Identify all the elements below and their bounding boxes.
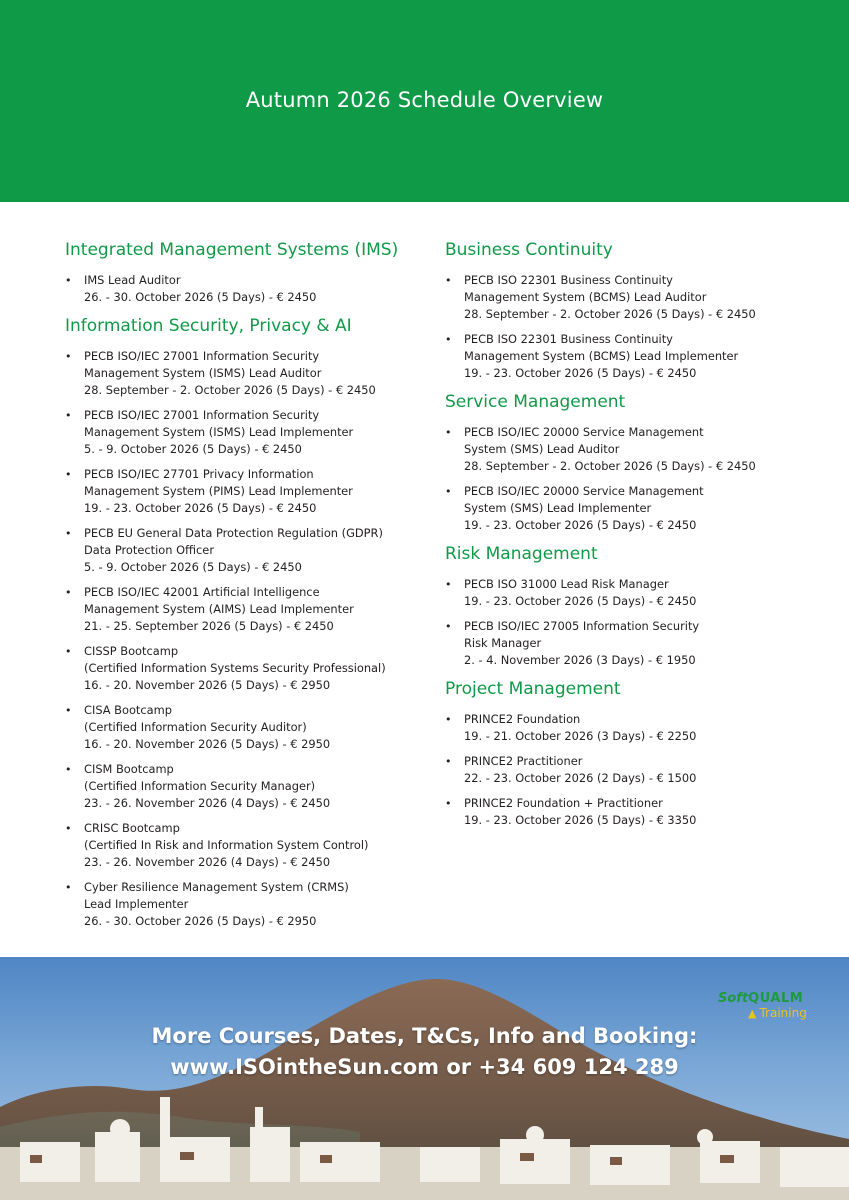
course-name-line: PECB ISO 22301 Business Continuity: [464, 332, 673, 346]
course-date-price: 21. - 25. September 2026 (5 Days) - € 2450: [84, 619, 334, 633]
course-name-line: PECB ISO/IEC 42001 Artificial Intelligence: [84, 585, 320, 599]
course-item: [65, 348, 425, 399]
logo-training-line: [748, 1006, 828, 1020]
course-date-price: 19. - 23. October 2026 (5 Days) - € 2450: [464, 594, 697, 608]
course-name-line: Cyber Resilience Management System (CRMS): [84, 880, 349, 894]
course-list: [65, 348, 425, 930]
course-item: [445, 711, 825, 745]
course-date-price: 19. - 23. October 2026 (5 Days) - € 2450: [464, 366, 697, 380]
course-date-price: 2. - 4. November 2026 (3 Days) - € 1950: [464, 653, 696, 667]
course-date-price: 28. September - 2. October 2026 (5 Days) - € 2450: [84, 383, 376, 397]
course-date-price: 19. - 23. October 2026 (5 Days) - € 2450: [84, 501, 317, 515]
course-item: [445, 424, 825, 475]
course-name-line: System (SMS) Lead Implementer: [464, 501, 652, 515]
bullet-icon: •: [65, 468, 72, 481]
section-title: Business Continuity: [445, 240, 613, 260]
course-name-line: CISM Bootcamp: [84, 762, 174, 776]
course-date-price: 19. - 21. October 2026 (3 Days) - € 2250: [464, 729, 697, 743]
bullet-icon: •: [65, 409, 72, 422]
course-name-line: PECB ISO/IEC 27001 Information Security: [84, 349, 320, 363]
course-name-line: PECB ISO/IEC 20000 Service Management: [464, 425, 704, 439]
bullet-icon: •: [445, 713, 452, 726]
course-section: [445, 238, 825, 382]
course-name-line: CISSP Bootcamp: [84, 644, 179, 658]
bullet-icon: •: [445, 485, 452, 498]
cta-line-2[interactable]: www.ISOintheSun.com or +34 609 124 289: [170, 1055, 679, 1079]
course-date-price: 19. - 23. October 2026 (5 Days) - € 2450: [464, 518, 697, 532]
course-name-line: Risk Manager: [464, 636, 542, 650]
section-title: Information Security, Privacy & AI: [65, 316, 352, 336]
course-date-price: 23. - 26. November 2026 (4 Days) - € 2450: [84, 796, 331, 810]
bullet-icon: •: [65, 645, 72, 658]
bullet-icon: •: [65, 763, 72, 776]
course-name-line: CRISC Bootcamp: [84, 821, 180, 835]
course-name-line: (Certified Information Security Manager): [84, 779, 316, 793]
bullet-icon: •: [445, 797, 452, 810]
course-item: [445, 331, 825, 382]
bullet-icon: •: [65, 881, 72, 894]
bullet-icon: •: [445, 620, 452, 633]
course-date-price: 26. - 30. October 2026 (5 Days) - € 2950: [84, 914, 317, 928]
course-name-line: CISA Bootcamp: [84, 703, 172, 717]
course-date-price: 28. September - 2. October 2026 (5 Days) - € 2450: [464, 307, 756, 321]
softqualm-training-logo: [718, 987, 828, 1023]
course-section: [445, 542, 825, 669]
header-banner: [0, 0, 849, 202]
course-item: [445, 272, 825, 323]
course-date-price: 23. - 26. November 2026 (4 Days) - € 2450: [84, 855, 331, 869]
course-item: [445, 795, 825, 829]
bullet-icon: •: [445, 274, 452, 287]
course-name-line: (Certified In Risk and Information System Control): [84, 838, 369, 852]
course-name-line: (Certified Information Systems Security Professional): [84, 661, 386, 675]
course-section: [65, 238, 425, 306]
course-list: [65, 272, 425, 306]
course-item: [65, 820, 425, 871]
course-item: [65, 584, 425, 635]
course-date-price: 22. - 23. October 2026 (2 Days) - € 1500: [464, 771, 697, 785]
section-title: Project Management: [445, 679, 621, 699]
course-date-price: 28. September - 2. October 2026 (5 Days) - € 2450: [464, 459, 756, 473]
course-item: [445, 576, 825, 610]
course-item: [65, 761, 425, 812]
course-date-price: 5. - 9. October 2026 (5 Days) - € 2450: [84, 560, 302, 574]
cta-line-1: More Courses, Dates, T&Cs, Info and Booking:: [151, 1024, 698, 1048]
left-column: [65, 238, 425, 938]
logo-training-text: Training: [759, 1006, 807, 1020]
course-date-price: 19. - 23. October 2026 (5 Days) - € 3350: [464, 813, 697, 827]
footer-banner: [0, 957, 849, 1200]
section-title: Service Management: [445, 392, 626, 412]
course-item: [65, 643, 425, 694]
bullet-icon: •: [445, 426, 452, 439]
course-item: [445, 753, 825, 787]
course-item: [65, 272, 425, 306]
course-list: [445, 272, 825, 382]
course-name-line: PRINCE2 Foundation: [464, 712, 581, 726]
course-list: [445, 711, 825, 829]
course-item: [65, 407, 425, 458]
bullet-icon: •: [65, 527, 72, 540]
section-title: Risk Management: [445, 544, 598, 564]
course-date-price: 5. - 9. October 2026 (5 Days) - € 2450: [84, 442, 302, 456]
course-name-line: Management System (ISMS) Lead Auditor: [84, 366, 322, 380]
course-name-line: (Certified Information Security Auditor): [84, 720, 307, 734]
graduation-cap-icon: ▲: [748, 1007, 757, 1020]
course-name-line: Management System (PIMS) Lead Implementer: [84, 484, 353, 498]
call-to-action: [0, 1021, 849, 1083]
bullet-icon: •: [445, 578, 452, 591]
page-title: Autumn 2026 Schedule Overview: [245, 88, 604, 112]
course-name-line: PRINCE2 Practitioner: [464, 754, 583, 768]
course-name-line: IMS Lead Auditor: [84, 273, 181, 287]
course-name-line: PECB ISO/IEC 20000 Service Management: [464, 484, 704, 498]
course-name-line: PECB ISO/IEC 27701 Privacy Information: [84, 467, 314, 481]
course-name-line: Management System (AIMS) Lead Implementer: [84, 602, 354, 616]
course-name-line: Data Protection Officer: [84, 543, 214, 557]
course-item: [65, 466, 425, 517]
logo-soft-text: Soft: [718, 991, 749, 1006]
logo-qualm-text: QUALM: [748, 991, 804, 1006]
course-date-price: 16. - 20. November 2026 (5 Days) - € 2950: [84, 737, 331, 751]
course-item: [65, 702, 425, 753]
bullet-icon: •: [65, 822, 72, 835]
course-section: [445, 677, 825, 829]
bullet-icon: •: [65, 586, 72, 599]
bullet-icon: •: [445, 333, 452, 346]
course-name-line: PECB ISO 31000 Lead Risk Manager: [464, 577, 669, 591]
course-item: [65, 879, 425, 930]
course-section: [65, 314, 425, 930]
course-name-line: Management System (ISMS) Lead Implementer: [84, 425, 354, 439]
course-name-line: PECB ISO 22301 Business Continuity: [464, 273, 673, 287]
course-list: [445, 576, 825, 669]
bullet-icon: •: [65, 274, 72, 287]
course-name-line: System (SMS) Lead Auditor: [464, 442, 620, 456]
bullet-icon: •: [65, 704, 72, 717]
section-title: Integrated Management Systems (IMS): [65, 240, 399, 260]
course-name-line: PECB ISO/IEC 27001 Information Security: [84, 408, 320, 422]
course-item: [65, 525, 425, 576]
bullet-icon: •: [445, 755, 452, 768]
course-name-line: Lead Implementer: [84, 897, 189, 911]
course-date-price: 16. - 20. November 2026 (5 Days) - € 2950: [84, 678, 331, 692]
course-name-line: PECB EU General Data Protection Regulation (GDPR): [84, 526, 383, 540]
course-section: [445, 390, 825, 534]
bullet-icon: •: [65, 350, 72, 363]
course-name-line: PRINCE2 Foundation + Practitioner: [464, 796, 663, 810]
course-name-line: PECB ISO/IEC 27005 Information Security: [464, 619, 700, 633]
course-item: [445, 618, 825, 669]
course-list: [445, 424, 825, 534]
course-item: [445, 483, 825, 534]
course-date-price: 26. - 30. October 2026 (5 Days) - € 2450: [84, 290, 317, 304]
course-name-line: Management System (BCMS) Lead Implementer: [464, 349, 739, 363]
right-column: [445, 238, 825, 837]
course-name-line: Management System (BCMS) Lead Auditor: [464, 290, 707, 304]
